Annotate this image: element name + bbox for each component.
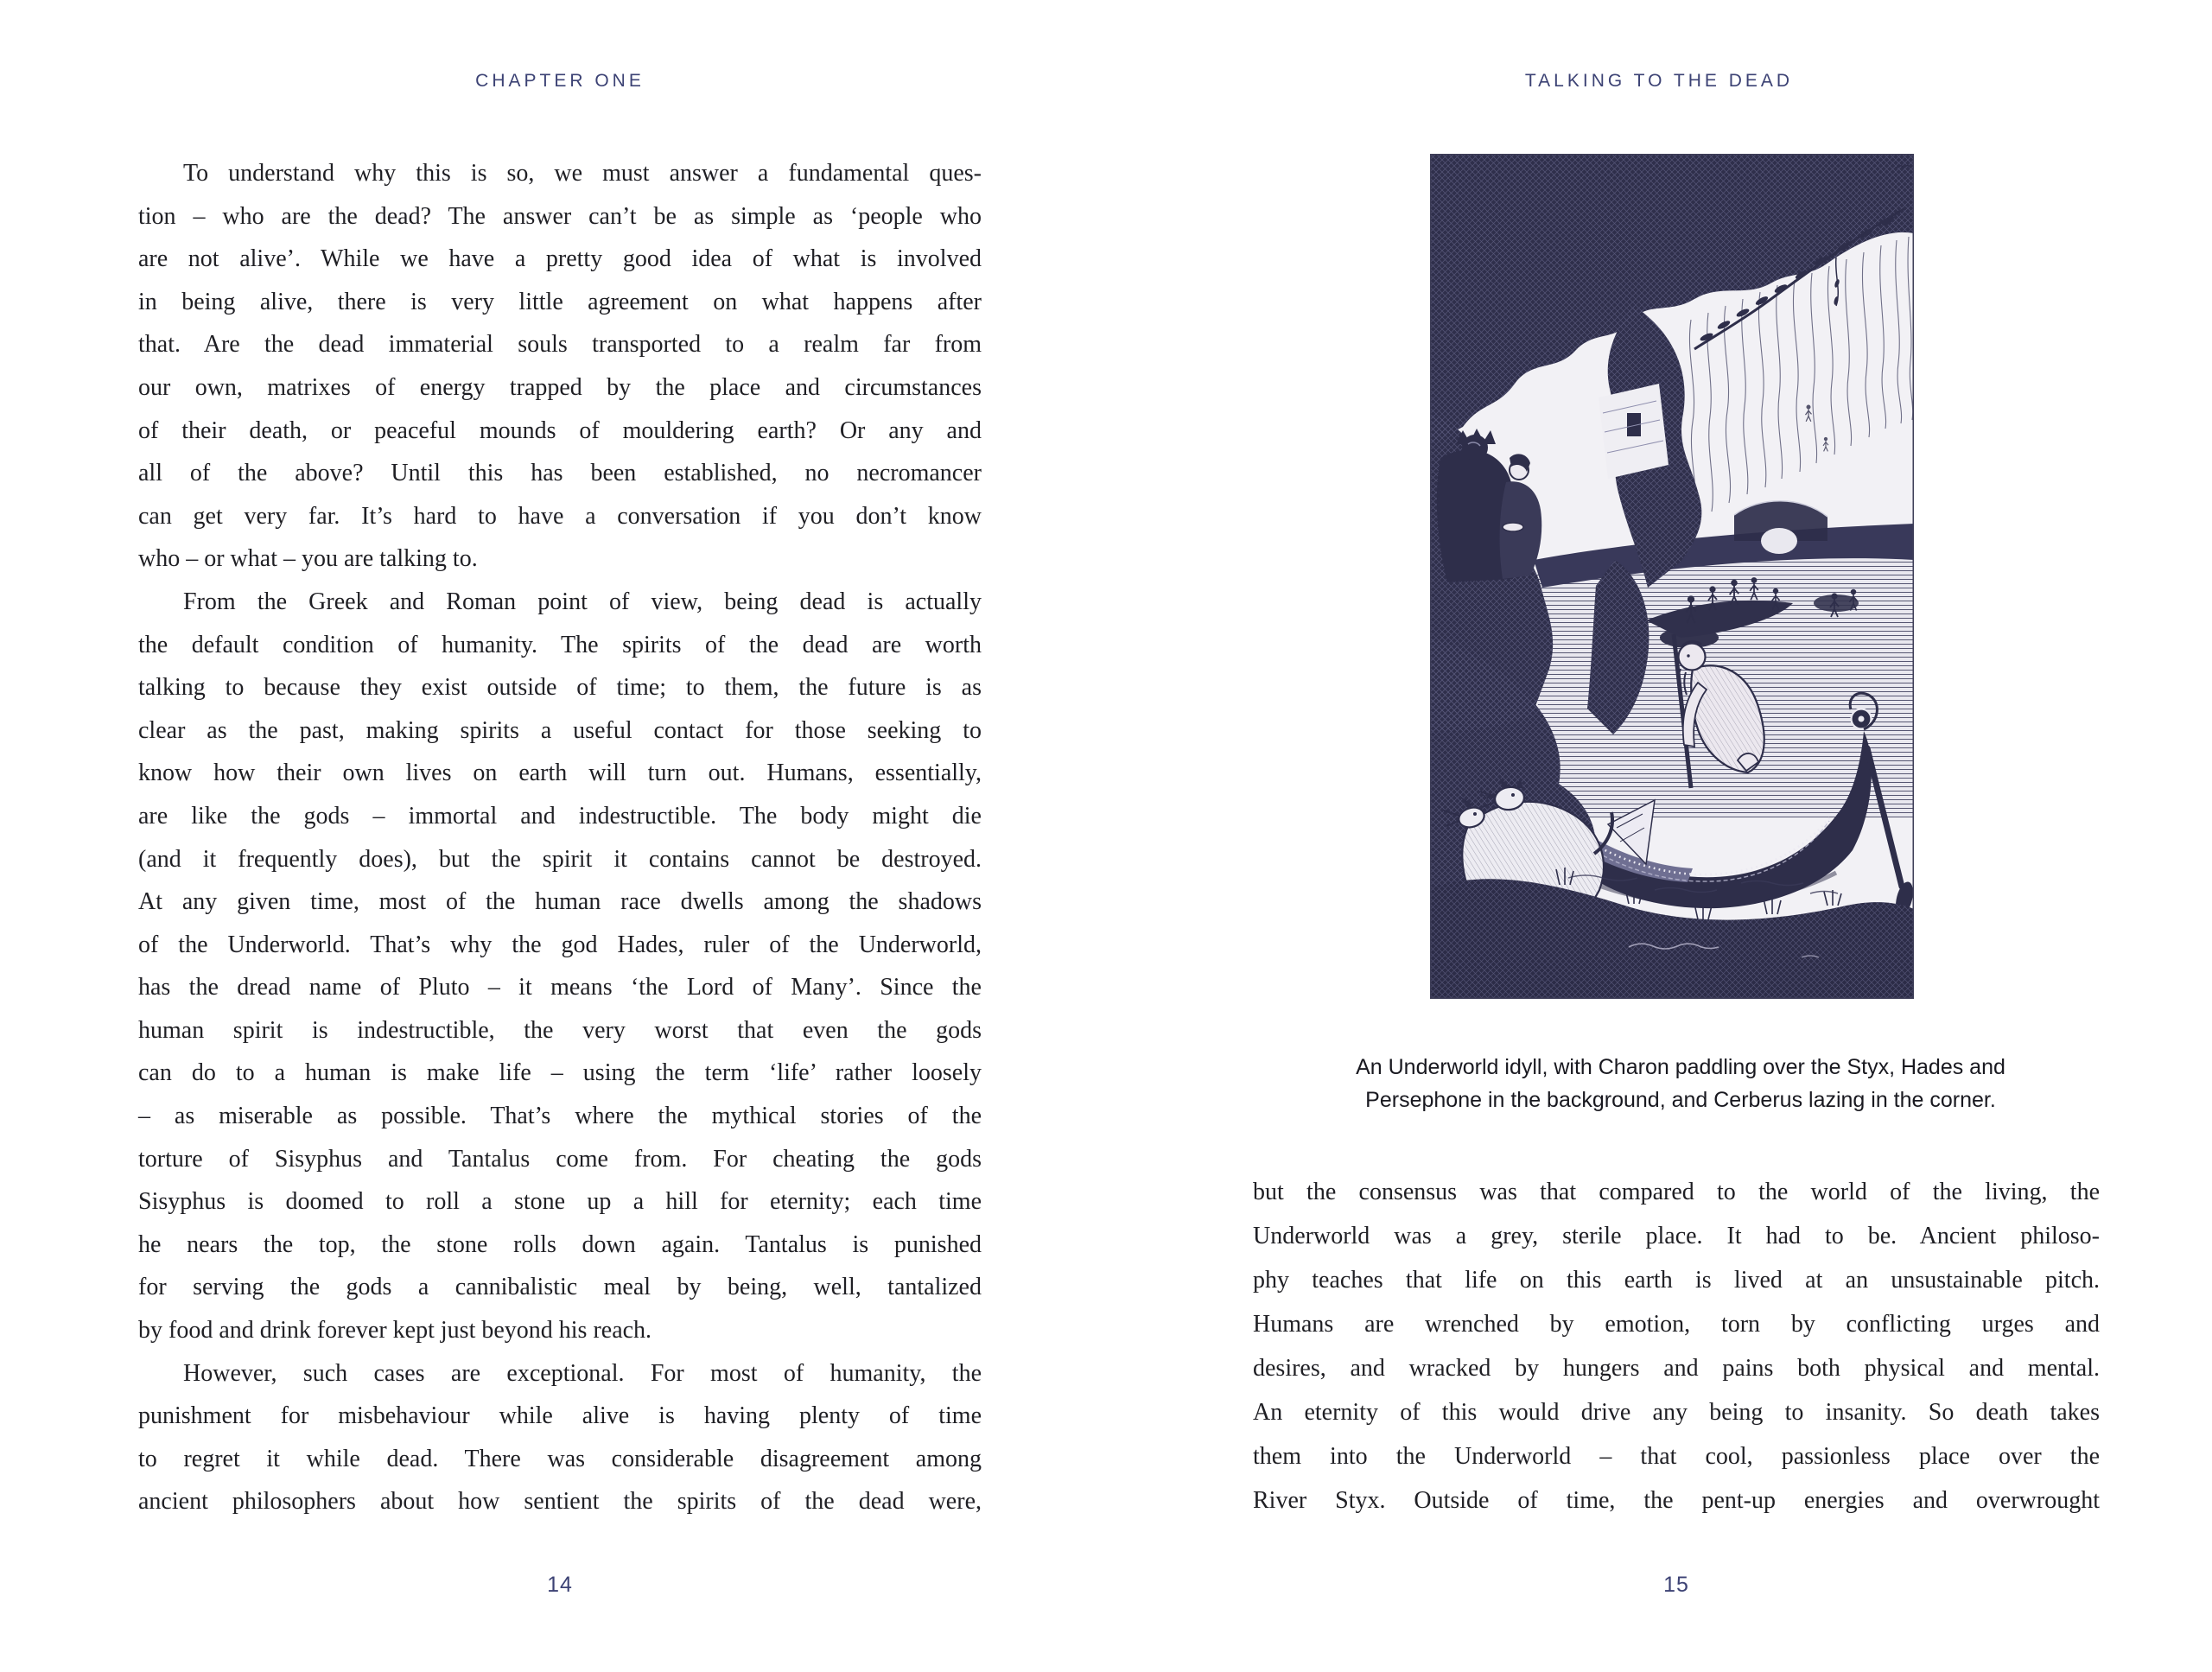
illustration-caption (1262, 1051, 2100, 1116)
left-page-body (138, 152, 982, 1523)
text-line: in being alive, there is very little agreement on what happens after (138, 288, 982, 315)
caption-line: An Underworld idyll, with Charon paddling over the Styx, Hades and (1356, 1055, 2005, 1079)
page-number-left: 14 (547, 1573, 573, 1597)
text-line: punishment for misbehaviour while alive is having plenty of time (138, 1402, 982, 1430)
text-line: are like the gods – immortal and indestructible. The body might die (138, 802, 982, 830)
text-line: that. Are the dead immaterial souls transported to a realm far from (138, 331, 982, 359)
text-line: (and it frequently does), but the spirit it contains cannot be destroyed. (138, 845, 982, 873)
text-line: desires, and wracked by hungers and pains both physical and mental. (1253, 1355, 2100, 1382)
cliff-with-doorway (1599, 384, 1669, 479)
text-line: all of the above? Until this has been established, no necromancer (138, 460, 982, 487)
text-line: by food and drink forever kept just beyond his reach. (138, 1317, 652, 1345)
text-line: can get very far. It’s hard to have a conversation if you don’t know (138, 502, 982, 530)
text-line: However, such cases are exceptional. For most of humanity, the (183, 1359, 982, 1387)
text-line: of the Underworld. That’s why the god Hades, ruler of the Underworld, (138, 931, 982, 958)
text-line: who – or what – you are talking to. (138, 545, 478, 573)
text-line: know how their own lives on earth will turn out. Humans, essentially, (138, 760, 982, 787)
text-line: To understand why this is so, we must answer a fundamental ques- (183, 160, 982, 187)
text-line: has the dread name of Pluto – it means ‘the Lord of Many’. Since the (138, 974, 982, 1001)
text-line: An eternity of this would drive any being to insanity. So death takes (1253, 1399, 2100, 1426)
running-header-right: TALKING TO THE DEAD (1524, 71, 1794, 91)
text-line: can do to a human is make life – using the term ‘life’ rather loosely (138, 1059, 982, 1087)
text-line: them into the Underworld – that cool, passionless place over the (1253, 1443, 2100, 1470)
right-page-body (1253, 1170, 2100, 1523)
text-line: tion – who are the dead? The answer can’t be as simple as ‘people who (138, 202, 982, 230)
text-line: From the Greek and Roman point of view, being dead is actually (183, 588, 982, 615)
underworld-engraving (1429, 154, 1915, 999)
text-line: talking to because they exist outside of time; to them, the future is as (138, 674, 982, 702)
text-line: to regret it while dead. There was considerable disagreement among (138, 1445, 982, 1472)
text-line: ancient philosophers about how sentient the spirits of the dead were, (138, 1488, 982, 1516)
text-line: the default condition of humanity. The spirits of the dead are worth (138, 631, 982, 658)
text-line: of their death, or peaceful mounds of mouldering earth? Or any and (138, 416, 982, 444)
text-line: he nears the top, the stone rolls down again. Tantalus is punished (138, 1230, 982, 1258)
text-line: phy teaches that life on this earth is lived at an unsustainable pitch. (1253, 1267, 2100, 1294)
text-line: Humans are wrenched by emotion, torn by conflicting urges and (1253, 1311, 2100, 1338)
text-line: human spirit is indestructible, the very worst that even the gods (138, 1016, 982, 1044)
running-header-left: CHAPTER ONE (475, 71, 645, 91)
text-line: clear as the past, making spirits a useful contact for those seeking to (138, 716, 982, 744)
text-line: River Styx. Outside of time, the pent-up energies and overwrought (1253, 1487, 2100, 1514)
text-line: Underworld was a grey, sterile place. It had to be. Ancient philoso- (1253, 1223, 2100, 1249)
text-line: At any given time, most of the human race dwells among the shadows (138, 888, 982, 916)
text-line: – as miserable as possible. That’s where the mythical stories of the (138, 1103, 982, 1130)
text-line: our own, matrixes of energy trapped by the place and circumstances (138, 373, 982, 401)
text-line: but the consensus was that compared to the world of the living, the (1253, 1179, 2100, 1205)
text-line: torture of Sisyphus and Tantalus come from. For cheating the gods (138, 1145, 982, 1173)
caption-line: Persephone in the background, and Cerberus lazing in the corner. (1365, 1088, 1996, 1112)
engraving-canvas (1429, 154, 1915, 999)
text-line: for serving the gods a cannibalistic meal by being, well, tantalized (138, 1274, 982, 1301)
text-line: Sisyphus is doomed to roll a stone up a hill for eternity; each time (138, 1188, 982, 1216)
text-line: are not alive’. While we have a pretty good idea of what is involved (138, 245, 982, 273)
page-number-right: 15 (1663, 1573, 1689, 1597)
